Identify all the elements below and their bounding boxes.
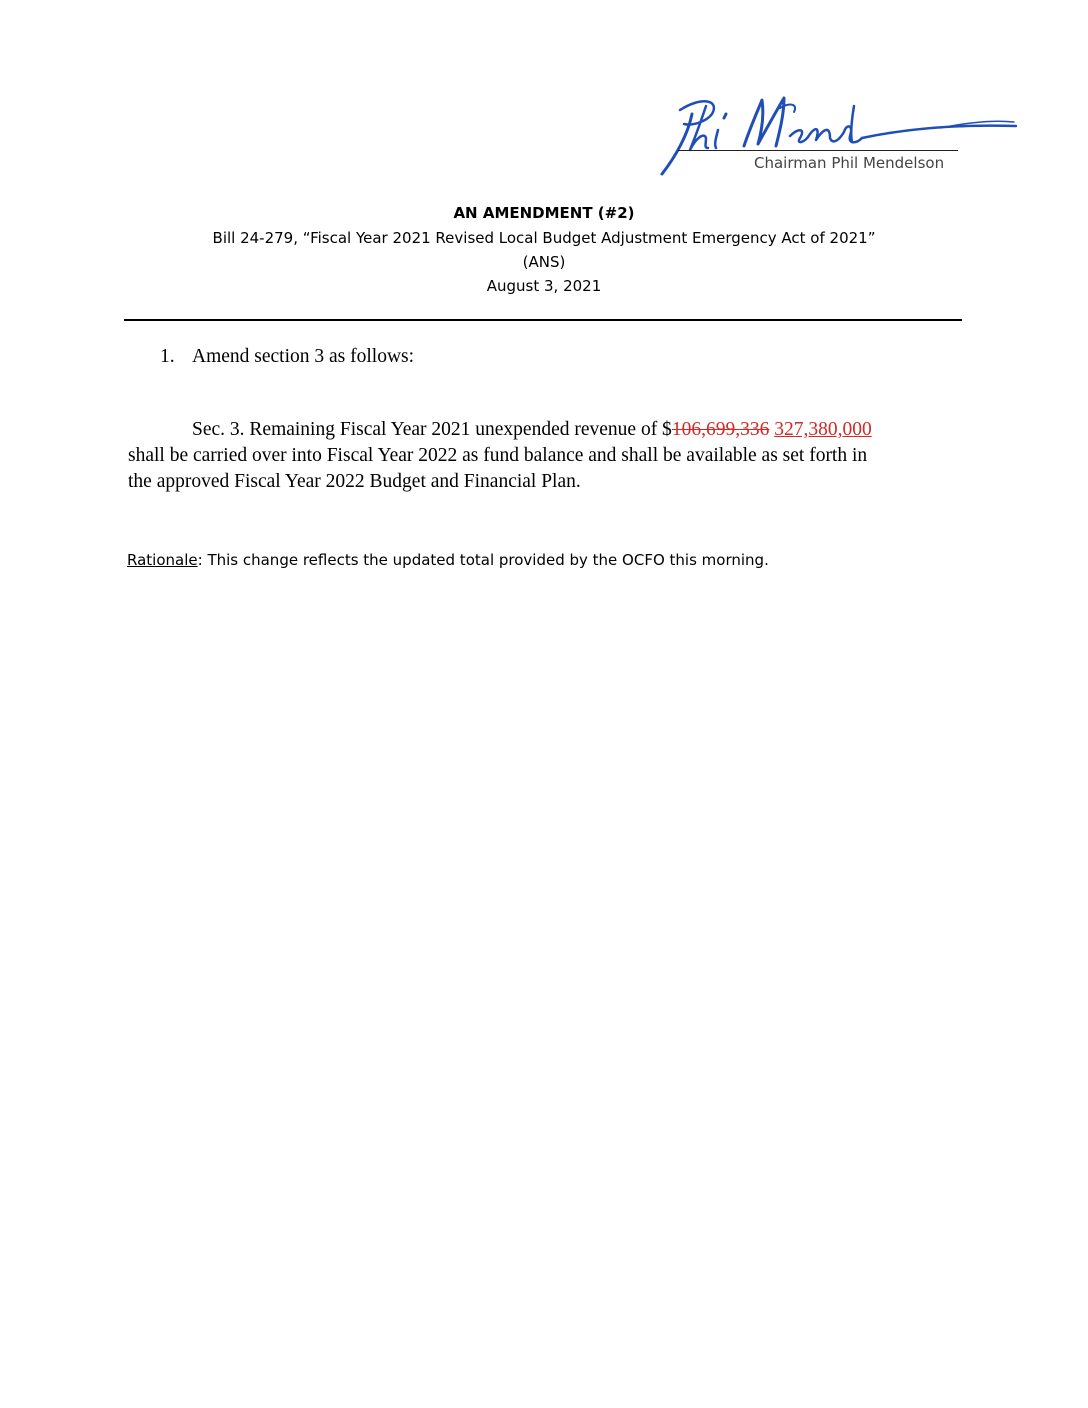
struck-amount: 106,699,336 bbox=[671, 419, 770, 440]
rationale bbox=[127, 551, 769, 569]
signature-caption: Chairman Phil Mendelson bbox=[754, 154, 945, 172]
amendment-date: August 3, 2021 bbox=[486, 277, 602, 295]
paragraph-line-2: shall be carried over into Fiscal Year 2022 as fund balance and shall be available as set forth in bbox=[128, 445, 868, 466]
paragraph-line-1-prefix: Sec. 3. Remaining Fiscal Year 2021 unexpended revenue of $ bbox=[192, 419, 672, 440]
paragraph-line-3: the approved Fiscal Year 2022 Budget and Financial Plan. bbox=[128, 471, 581, 492]
item-number: 1. bbox=[160, 346, 175, 367]
rationale-text: This change reflects the updated total provided by the OCFO this morning. bbox=[202, 551, 769, 569]
amendment-item bbox=[160, 346, 414, 368]
bill-title: Bill 24-279, “Fiscal Year 2021 Revised Local Budget Adjustment Emergency Act of 2021” bbox=[212, 229, 876, 247]
signature-line bbox=[678, 150, 958, 151]
paragraph-line-1 bbox=[128, 417, 968, 443]
signature-block bbox=[640, 88, 1020, 188]
section-3-text bbox=[128, 417, 968, 495]
rationale-label: Rationale bbox=[127, 551, 198, 569]
amendment-title: AN AMENDMENT (#2) bbox=[453, 204, 635, 222]
handwritten-signature bbox=[640, 88, 1020, 188]
rationale-separator: : bbox=[197, 551, 203, 569]
header-divider bbox=[124, 319, 962, 321]
item-text: Amend section 3 as follows: bbox=[192, 346, 415, 367]
inserted-amount: 327,380,000 bbox=[774, 419, 872, 440]
ans-label: (ANS) bbox=[522, 253, 566, 271]
